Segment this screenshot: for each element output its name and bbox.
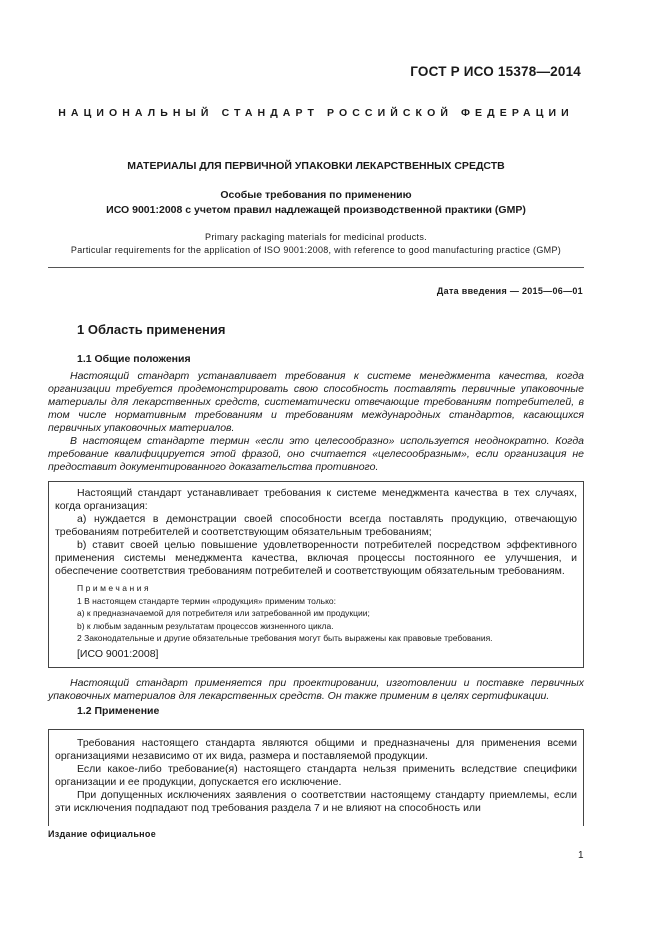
paragraph: Настоящий стандарт применяется при проектировании, изготовлении и поставке первичных упаковочных материалов для лекарственных средств. Он также применим в целях сертификации. (48, 677, 584, 703)
document-code: ГОСТ Р ИСО 15378—2014 (410, 64, 581, 79)
box-intro: Настоящий стандарт устанавливает требования к системе менеджмента качества в тех случаях, когда организация: (55, 487, 577, 513)
page-number: 1 (578, 850, 584, 861)
divider (48, 267, 584, 268)
paragraph: В настоящем стандарте термин «если это целесообразно» используется неоднократно. Когда требование квалифицируется этой фразой, оно считается «целесообразным», если организация не предоставит документированного доказательства противного. (48, 435, 584, 474)
box-paragraph: Требования настоящего стандарта являются общими и предназначены для применения всеми организациями независимо от их вида, размера и поставляемой продукции. (55, 737, 577, 763)
note-1a: а) к предназначаемой для потребителя или затребованной им продукции; (77, 608, 370, 618)
box-item-a: а) нуждается в демонстрации своей способности всегда поставлять продукцию, отвечающую требованиям потребителей и соответствующим обязательным требованиям; (55, 513, 577, 539)
document-subtitle-2: ИСО 9001:2008 с учетом правил надлежащей производственной практики (GMP) (106, 204, 526, 216)
national-standard-banner: НАЦИОНАЛЬНЫЙ СТАНДАРТ РОССИЙСКОЙ ФЕДЕРАЦИИ (58, 107, 574, 119)
iso-quote-box (48, 481, 584, 668)
note-2: 2 Законодательные и другие обязательные требования могут быть выражены как правовые требования. (77, 633, 493, 643)
section-heading: 1 Область применения (77, 322, 226, 337)
subsection-heading: 1.2 Применение (77, 705, 160, 717)
notes-block (77, 582, 577, 645)
official-edition-label: Издание официальное (48, 829, 157, 839)
paragraph: Настоящий стандарт устанавливает требования к системе менеджмента качества, когда организации требуется продемонстрировать свою способность поставлять первичные упаковочные материалы для лекарственных средств, систематически отвечающие требованиям потребителей, в том числе нормативным требованиям и требованиям международных стандартов, касающихся первичных упаковочных материалов. (48, 370, 584, 435)
note-1: 1 В настоящем стандарте термин «продукция» применим только: (77, 595, 336, 606)
box-paragraph: Если какое-либо требование(я) настоящего стандарта нельзя применить вследствие специфики организации и ее продукции, допускается его исключение. (55, 763, 577, 789)
english-title: Primary packaging materials for medicinal products. (205, 232, 427, 242)
box-paragraph: При допущенных исключениях заявления о соответствии настоящему стандарту приемлемы, если эти исключения подпадают под требования раздела 7 и не влияют на способность или (55, 789, 577, 815)
introduction-date: Дата введения — 2015—06—01 (436, 286, 583, 296)
note-1b: b) к любым заданным результатам процессов жизненного цикла. (77, 620, 334, 631)
document-subtitle: Особые требования по применению (220, 189, 412, 201)
iso-quote-box (48, 729, 584, 826)
english-subtitle: Particular requirements for the application of ISO 9001:2008, with reference to good manufacturing practice (GMP) (70, 245, 562, 255)
document-title: МАТЕРИАЛЫ ДЛЯ ПЕРВИЧНОЙ УПАКОВКИ ЛЕКАРСТВЕННЫХ СРЕДСТВ (127, 160, 505, 172)
iso-reference: [ИСО 9001:2008] (77, 648, 159, 660)
subsection-heading: 1.1 Общие положения (77, 353, 191, 365)
notes-title: Примечания (77, 583, 152, 593)
box-item-b: b) ставит своей целью повышение удовлетворенности потребителей посредством эффективного применения системы менеджмента качества, включая процессы постоянного ее улучшения, и обеспечение соответствия требованиям потребителей и соответствующим обязательным требованиям. (55, 539, 577, 578)
